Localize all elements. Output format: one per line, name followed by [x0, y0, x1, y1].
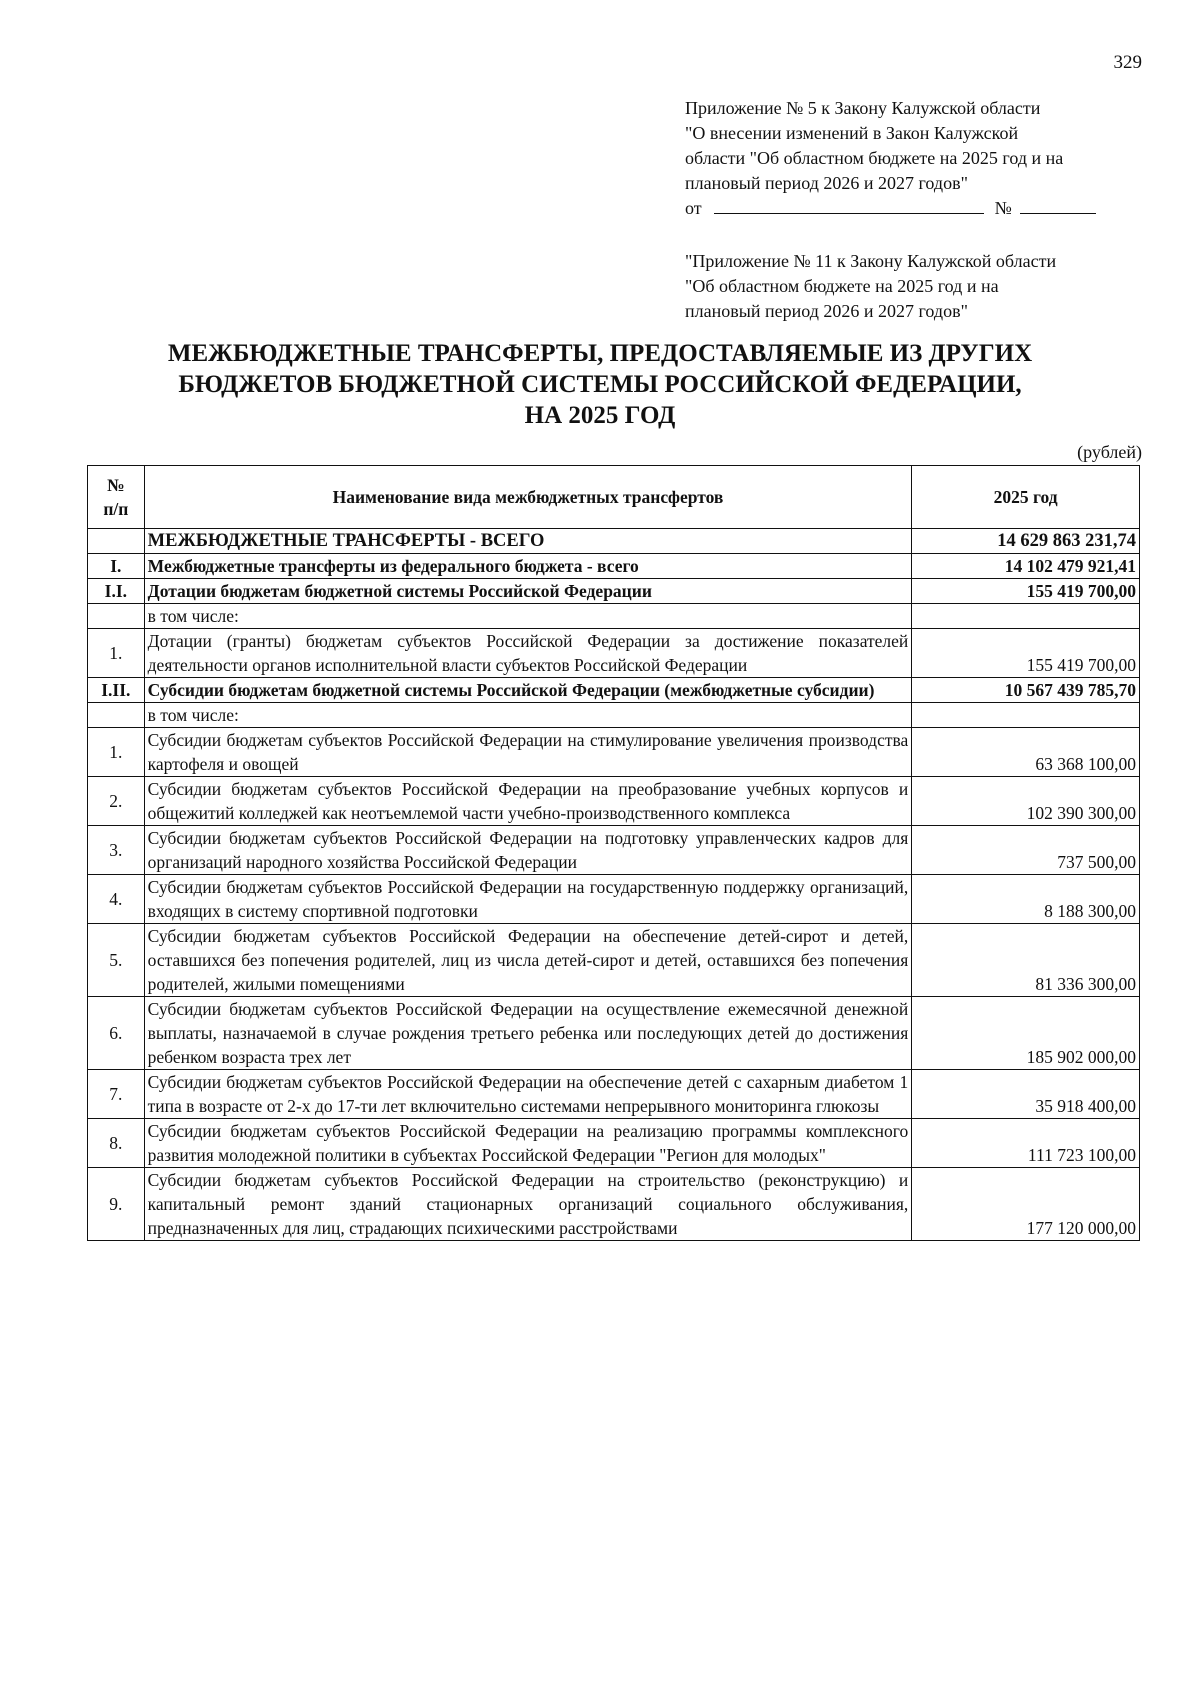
table-row	[88, 875, 1140, 924]
row-name: Субсидии бюджетам субъектов Российской Федерации на обеспечение детей с сахарным диабетом 1 типа в возрасте от 2-х до 17-ти лет включительно системами непрерывного мониторинга глюкозы	[144, 1070, 912, 1119]
row-number: 3.	[88, 826, 145, 875]
units-label: (рублей)	[1077, 442, 1142, 462]
transfers-table	[87, 465, 1140, 1241]
table-header-row	[88, 466, 1140, 529]
row-name: Дотации (гранты) бюджетам субъектов Российской Федерации за достижение показателей деятельности органов исполнительной власти субъектов Российской Федерации	[144, 629, 912, 678]
table-row	[88, 777, 1140, 826]
row-number: 7.	[88, 1070, 145, 1119]
header-number-line2: п/п	[103, 499, 129, 519]
row-number	[88, 703, 145, 728]
row-number: 6.	[88, 997, 145, 1070]
row-amount: 8 188 300,00	[912, 875, 1140, 924]
table-row	[88, 604, 1140, 629]
row-number: 9.	[88, 1168, 145, 1241]
document-title	[40, 338, 1160, 431]
row-amount: 14 629 863 231,74	[912, 529, 1140, 554]
row-name: Субсидии бюджетам бюджетной системы Российской Федерации (межбюджетные субсидии)	[144, 678, 912, 703]
row-number: I.	[88, 554, 145, 579]
table-row	[88, 924, 1140, 997]
number-blank	[1020, 197, 1096, 214]
table-row	[88, 529, 1140, 554]
table-row	[88, 728, 1140, 777]
row-name: Дотации бюджетам бюджетной системы Российской Федерации	[144, 579, 912, 604]
row-name: в том числе:	[144, 703, 912, 728]
row-name: Субсидии бюджетам субъектов Российской Федерации на стимулирование увеличения производства картофеля и овощей	[144, 728, 912, 777]
row-amount: 102 390 300,00	[912, 777, 1140, 826]
row-amount: 155 419 700,00	[912, 629, 1140, 678]
row-amount: 155 419 700,00	[912, 579, 1140, 604]
header-name: Наименование вида межбюджетных трансфертов	[144, 466, 912, 529]
appendix-5-line: Приложение № 5 к Закону Калужской области	[685, 98, 1041, 118]
row-amount: 177 120 000,00	[912, 1168, 1140, 1241]
row-name: Субсидии бюджетам субъектов Российской Федерации на обеспечение детей-сирот и детей, оставшихся без попечения родителей, лиц из числа детей-сирот и детей, оставшихся без попечения родителей, жилыми помещениями	[144, 924, 912, 997]
row-amount: 35 918 400,00	[912, 1070, 1140, 1119]
row-amount: 14 102 479 921,41	[912, 554, 1140, 579]
date-number-line	[685, 196, 1155, 221]
table-row	[88, 1070, 1140, 1119]
row-number: 8.	[88, 1119, 145, 1168]
appendix-5-line: области "Об областном бюджете на 2025 год и на	[685, 148, 1064, 168]
header-number-line1: №	[107, 475, 125, 495]
row-number: 2.	[88, 777, 145, 826]
date-blank	[714, 197, 984, 214]
table-row	[88, 826, 1140, 875]
row-name: в том числе:	[144, 604, 912, 629]
row-amount: 737 500,00	[912, 826, 1140, 875]
page-number: 329	[1113, 52, 1142, 73]
row-name: Субсидии бюджетам субъектов Российской Федерации на преобразование учебных корпусов и общежитий колледжей как неотъемлемой части учебно-производственного комплекса	[144, 777, 912, 826]
row-number: 1.	[88, 728, 145, 777]
row-number	[88, 529, 145, 554]
row-amount: 111 723 100,00	[912, 1119, 1140, 1168]
row-amount: 185 902 000,00	[912, 997, 1140, 1070]
row-name: МЕЖБЮДЖЕТНЫЕ ТРАНСФЕРТЫ - ВСЕГО	[144, 529, 912, 554]
appendix-5-line: плановый период 2026 и 2027 годов"	[685, 173, 968, 193]
row-name: Субсидии бюджетам субъектов Российской Федерации на государственную поддержку организаций, входящих в систему спортивной подготовки	[144, 875, 912, 924]
appendix-5-line: "О внесении изменений в Закон Калужской	[685, 123, 1019, 143]
appendix-11-reference	[685, 249, 1155, 324]
table-row	[88, 1168, 1140, 1241]
row-name: Субсидии бюджетам субъектов Российской Федерации на осуществление ежемесячной денежной выплаты, назначаемой в случае рождения третьего ребенка или последующих детей до достижения ребенком возраста трех лет	[144, 997, 912, 1070]
row-name: Субсидии бюджетам субъектов Российской Федерации на подготовку управленческих кадров для организаций народного хозяйства Российской Федерации	[144, 826, 912, 875]
row-name: Субсидии бюджетам субъектов Российской Федерации на строительство (реконструкцию) и капитальный ремонт зданий стационарных организаций социального обслуживания, предназначенных для лиц, страдающих психическими расстройствами	[144, 1168, 912, 1241]
row-amount: 10 567 439 785,70	[912, 678, 1140, 703]
table-row	[88, 554, 1140, 579]
row-amount	[912, 604, 1140, 629]
row-name: Субсидии бюджетам субъектов Российской Федерации на реализацию программы комплексного развития молодежной политики в субъектах Российской Федерации "Регион для молодых"	[144, 1119, 912, 1168]
row-number: 4.	[88, 875, 145, 924]
row-number: I.II.	[88, 678, 145, 703]
title-line: МЕЖБЮДЖЕТНЫЕ ТРАНСФЕРТЫ, ПРЕДОСТАВЛЯЕМЫЕ ИЗ ДРУГИХ	[167, 340, 1033, 367]
row-number: 1.	[88, 629, 145, 678]
header-amount: 2025 год	[912, 466, 1140, 529]
row-amount	[912, 703, 1140, 728]
row-number	[88, 604, 145, 629]
row-number: 5.	[88, 924, 145, 997]
date-label: от	[685, 198, 702, 218]
table-row	[88, 997, 1140, 1070]
table-row	[88, 579, 1140, 604]
title-line: НА 2025 ГОД	[524, 402, 676, 429]
row-number: I.I.	[88, 579, 145, 604]
table-row	[88, 703, 1140, 728]
appendix-11-line: "Приложение № 11 к Закону Калужской области	[685, 251, 1057, 271]
row-amount: 81 336 300,00	[912, 924, 1140, 997]
table-row	[88, 678, 1140, 703]
appendix-5-reference	[685, 96, 1155, 221]
number-label: №	[994, 198, 1012, 218]
row-amount: 63 368 100,00	[912, 728, 1140, 777]
appendix-11-line: "Об областном бюджете на 2025 год и на	[685, 276, 999, 296]
row-name: Межбюджетные трансферты из федерального бюджета - всего	[144, 554, 912, 579]
table-row	[88, 1119, 1140, 1168]
appendix-11-line: плановый период 2026 и 2027 годов"	[685, 301, 968, 321]
title-line: БЮДЖЕТОВ БЮДЖЕТНОЙ СИСТЕМЫ РОССИЙСКОЙ ФЕДЕРАЦИИ,	[178, 371, 1022, 398]
header-number	[88, 466, 145, 529]
table-row	[88, 629, 1140, 678]
